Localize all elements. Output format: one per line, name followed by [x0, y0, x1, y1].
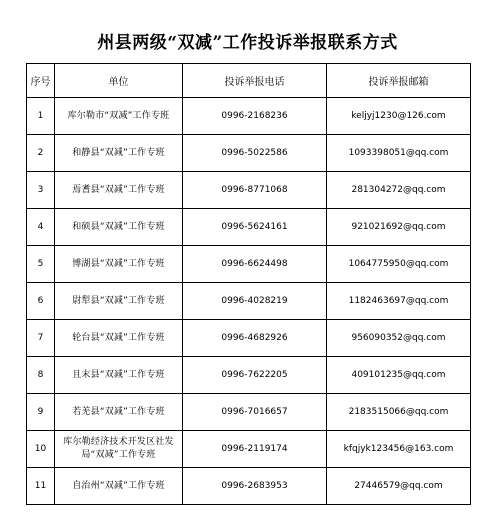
email-address: 281304272@qq.com: [327, 172, 471, 209]
row-number: 1: [27, 98, 55, 135]
email-address: 1093398051@qq.com: [327, 135, 471, 172]
email-address: 1182463697@qq.com: [327, 283, 471, 320]
table-row: [27, 98, 471, 135]
phone-number: 0996-2119174: [183, 431, 327, 468]
email-address: keljyj1230@126.com: [327, 98, 471, 135]
unit-name: 自治州“双减”工作专班: [55, 468, 183, 505]
phone-number: 0996-7622205: [183, 357, 327, 394]
table-row: [27, 172, 471, 209]
table-row: [27, 135, 471, 172]
email-address: 2183515066@qq.com: [327, 394, 471, 431]
row-number: 11: [27, 468, 55, 505]
table-row: [27, 283, 471, 320]
contact-table: [26, 63, 471, 505]
phone-number: 0996-6624498: [183, 246, 327, 283]
table-row: [27, 320, 471, 357]
unit-name: 且末县“双减”工作专班: [55, 357, 183, 394]
phone-number: 0996-7016657: [183, 394, 327, 431]
phone-number: 0996-5624161: [183, 209, 327, 246]
row-number: 8: [27, 357, 55, 394]
email-address: 1064775950@qq.com: [327, 246, 471, 283]
header-complaint-phone: 投诉举报电话: [183, 64, 327, 98]
unit-name: 轮台县“双减”工作专班: [55, 320, 183, 357]
email-address: 921021692@qq.com: [327, 209, 471, 246]
row-number: 3: [27, 172, 55, 209]
email-address: 956090352@qq.com: [327, 320, 471, 357]
unit-name: 博湖县“双减”工作专班: [55, 246, 183, 283]
phone-number: 0996-5022586: [183, 135, 327, 172]
row-number: 4: [27, 209, 55, 246]
row-number: 2: [27, 135, 55, 172]
header-serial-number: 序号: [27, 64, 55, 98]
phone-number: 0996-2683953: [183, 468, 327, 505]
unit-name: 库尔勒市“双减”工作专班: [55, 98, 183, 135]
email-address: 27446579@qq.com: [327, 468, 471, 505]
table-header-row: [27, 64, 471, 98]
row-number: 9: [27, 394, 55, 431]
email-address: 409101235@qq.com: [327, 357, 471, 394]
unit-name: 尉犁县“双减”工作专班: [55, 283, 183, 320]
phone-number: 0996-4028219: [183, 283, 327, 320]
header-unit: 单位: [55, 64, 183, 98]
unit-name: 若羌县“双减”工作专班: [55, 394, 183, 431]
header-complaint-email: 投诉举报邮箱: [327, 64, 471, 98]
unit-name: 库尔勒经济技术开发区社发局“双减”工作专班: [55, 431, 183, 468]
table-row: [27, 431, 471, 468]
unit-name: 和硕县“双减”工作专班: [55, 209, 183, 246]
table-row: [27, 209, 471, 246]
unit-name: 焉耆县“双减”工作专班: [55, 172, 183, 209]
page-title: 州县两级“双减”工作投诉举报联系方式: [97, 33, 398, 53]
table-row: [27, 246, 471, 283]
row-number: 7: [27, 320, 55, 357]
email-address: kfqjyk123456@163.com: [327, 431, 471, 468]
table-row: [27, 394, 471, 431]
row-number: 5: [27, 246, 55, 283]
row-number: 10: [27, 431, 55, 468]
phone-number: 0996-8771068: [183, 172, 327, 209]
table-row: [27, 468, 471, 505]
table-row: [27, 357, 471, 394]
phone-number: 0996-2168236: [183, 98, 327, 135]
row-number: 6: [27, 283, 55, 320]
phone-number: 0996-4682926: [183, 320, 327, 357]
unit-name: 和静县“双减”工作专班: [55, 135, 183, 172]
